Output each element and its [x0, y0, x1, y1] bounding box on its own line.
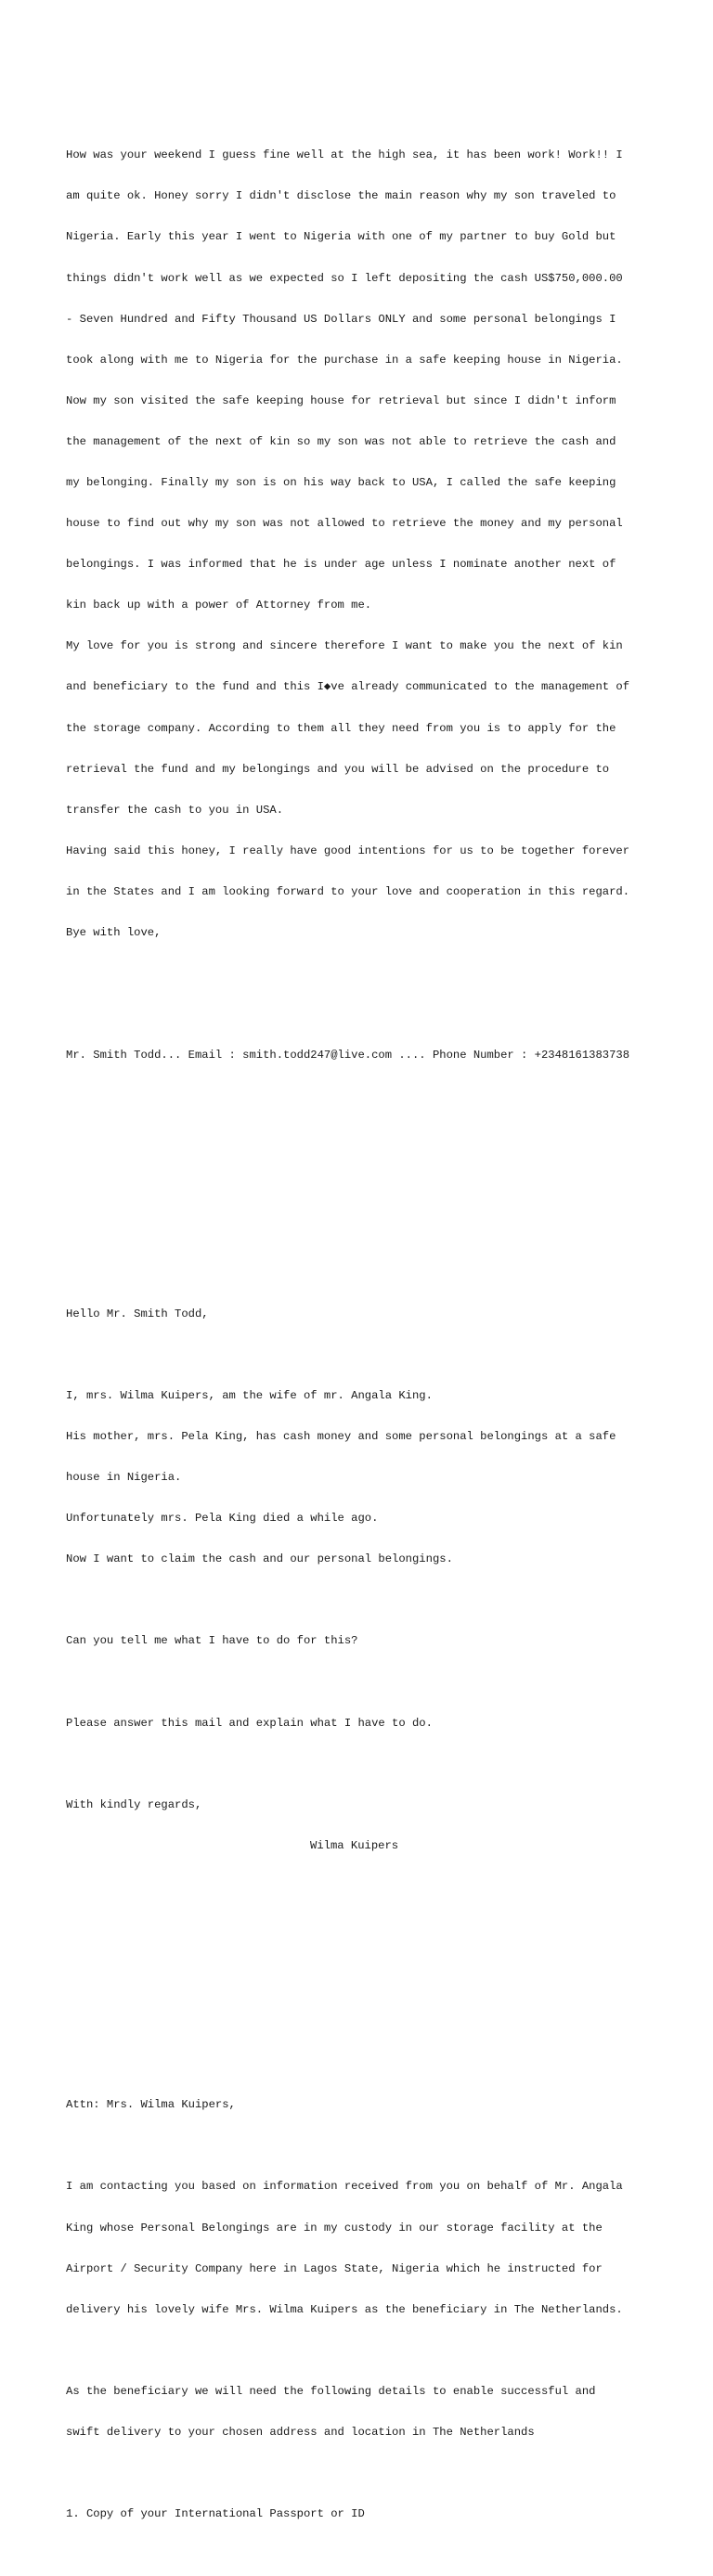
message-1-line: Nigeria. Early this year I went to Nigeria with one of my partner to buy Gold but: [66, 230, 616, 244]
message-2-closing: With kindly regards,: [66, 1797, 202, 1811]
message-3-line: King whose Personal Belongings are in my custody in our storage facility at the: [66, 2221, 603, 2235]
message-1-line: took along with me to Nigeria for the purchase in a safe keeping house in Nigeria.: [66, 353, 623, 367]
message-1-line: My love for you is strong and sincere therefore I want to make you the next of kin: [66, 639, 623, 653]
message-1-line: am quite ok. Honey sorry I didn't disclose the main reason why my son traveled to: [66, 189, 616, 203]
message-2-request: Please answer this mail and explain what I have to do.: [66, 1716, 433, 1730]
message-2-signature: Wilma Kuipers: [310, 1838, 399, 1852]
message-1-line: the management of the next of kin so my son was not able to retrieve the cash and: [66, 434, 616, 448]
message-1-line: things didn't work well as we expected so I left depositing the cash US$750,000.00: [66, 271, 623, 285]
message-1-line: kin back up with a power of Attorney from me.: [66, 599, 372, 612]
message-3-line: I am contacting you based on information received from you on behalf of Mr. Angala: [66, 2180, 623, 2194]
message-1-line: transfer the cash to you in USA.: [66, 803, 284, 817]
message-1-line: Having said this honey, I really have good intentions for us to be together forever: [66, 844, 630, 857]
message-3-line: delivery his lovely wife Mrs. Wilma Kuipers as the beneficiary in The Netherlands.: [66, 2302, 623, 2316]
message-2-line: I, mrs. Wilma Kuipers, am the wife of mr. Angala King.: [66, 1388, 433, 1402]
message-1-line: my belonging. Finally my son is on his way back to USA, I called the safe keeping: [66, 475, 616, 489]
message-3-line: Airport / Security Company here in Lagos State, Nigeria which he instructed for: [66, 2261, 603, 2275]
message-1-line: How was your weekend I guess fine well at the high sea, it has been work! Work!! I: [66, 148, 623, 162]
message-1-line: belongings. I was informed that he is under age unless I nominate another next of: [66, 558, 616, 572]
message-2-line: house in Nigeria.: [66, 1471, 182, 1485]
message-2-line: His mother, mrs. Pela King, has cash money and some personal belongings at a safe: [66, 1429, 616, 1443]
message-1-line: - Seven Hundred and Fifty Thousand US Dollars ONLY and some personal belongings I: [66, 312, 616, 326]
message-2-question: Can you tell me what I have to do for this?: [66, 1634, 358, 1648]
message-1-line: house to find out why my son was not allowed to retrieve the money and my personal: [66, 517, 623, 531]
message-2-line: Unfortunately mrs. Pela King died a while ago.: [66, 1512, 379, 1526]
message-3: [66, 2071, 660, 2548]
message-1-line: Bye with love,: [66, 926, 162, 939]
message-3-list-item: 1. Copy of your International Passport or ID: [66, 2507, 365, 2521]
message-1-line: the storage company. According to them all they need from you is to apply for the: [66, 721, 616, 735]
message-1-line: Now my son visited the safe keeping house for retrieval but since I didn't inform: [66, 393, 616, 407]
message-1-line: in the States and I am looking forward to your love and cooperation in this regard.: [66, 884, 630, 898]
message-3-line: As the beneficiary we will need the following details to enable successful and: [66, 2384, 596, 2398]
message-1: [66, 122, 660, 1090]
message-3-line: swift delivery to your chosen address and location in The Netherlands: [66, 2425, 535, 2439]
message-3-attn: Attn: Mrs. Wilma Kuipers,: [66, 2098, 236, 2112]
message-2-line: Now I want to claim the cash and our personal belongings.: [66, 1552, 453, 1566]
message-1-line: and beneficiary to the fund and this I◆ve already communicated to the management of: [66, 680, 630, 694]
message-1-signature: Mr. Smith Todd... Email : smith.todd247@live.com .... Phone Number : +2348161383738: [66, 1049, 630, 1063]
message-2-greeting: Hello Mr. Smith Todd,: [66, 1307, 209, 1320]
message-2: [66, 1280, 660, 1880]
message-1-line: retrieval the fund and my belongings and you will be advised on the procedure to: [66, 762, 610, 776]
email-document: [66, 67, 660, 2576]
